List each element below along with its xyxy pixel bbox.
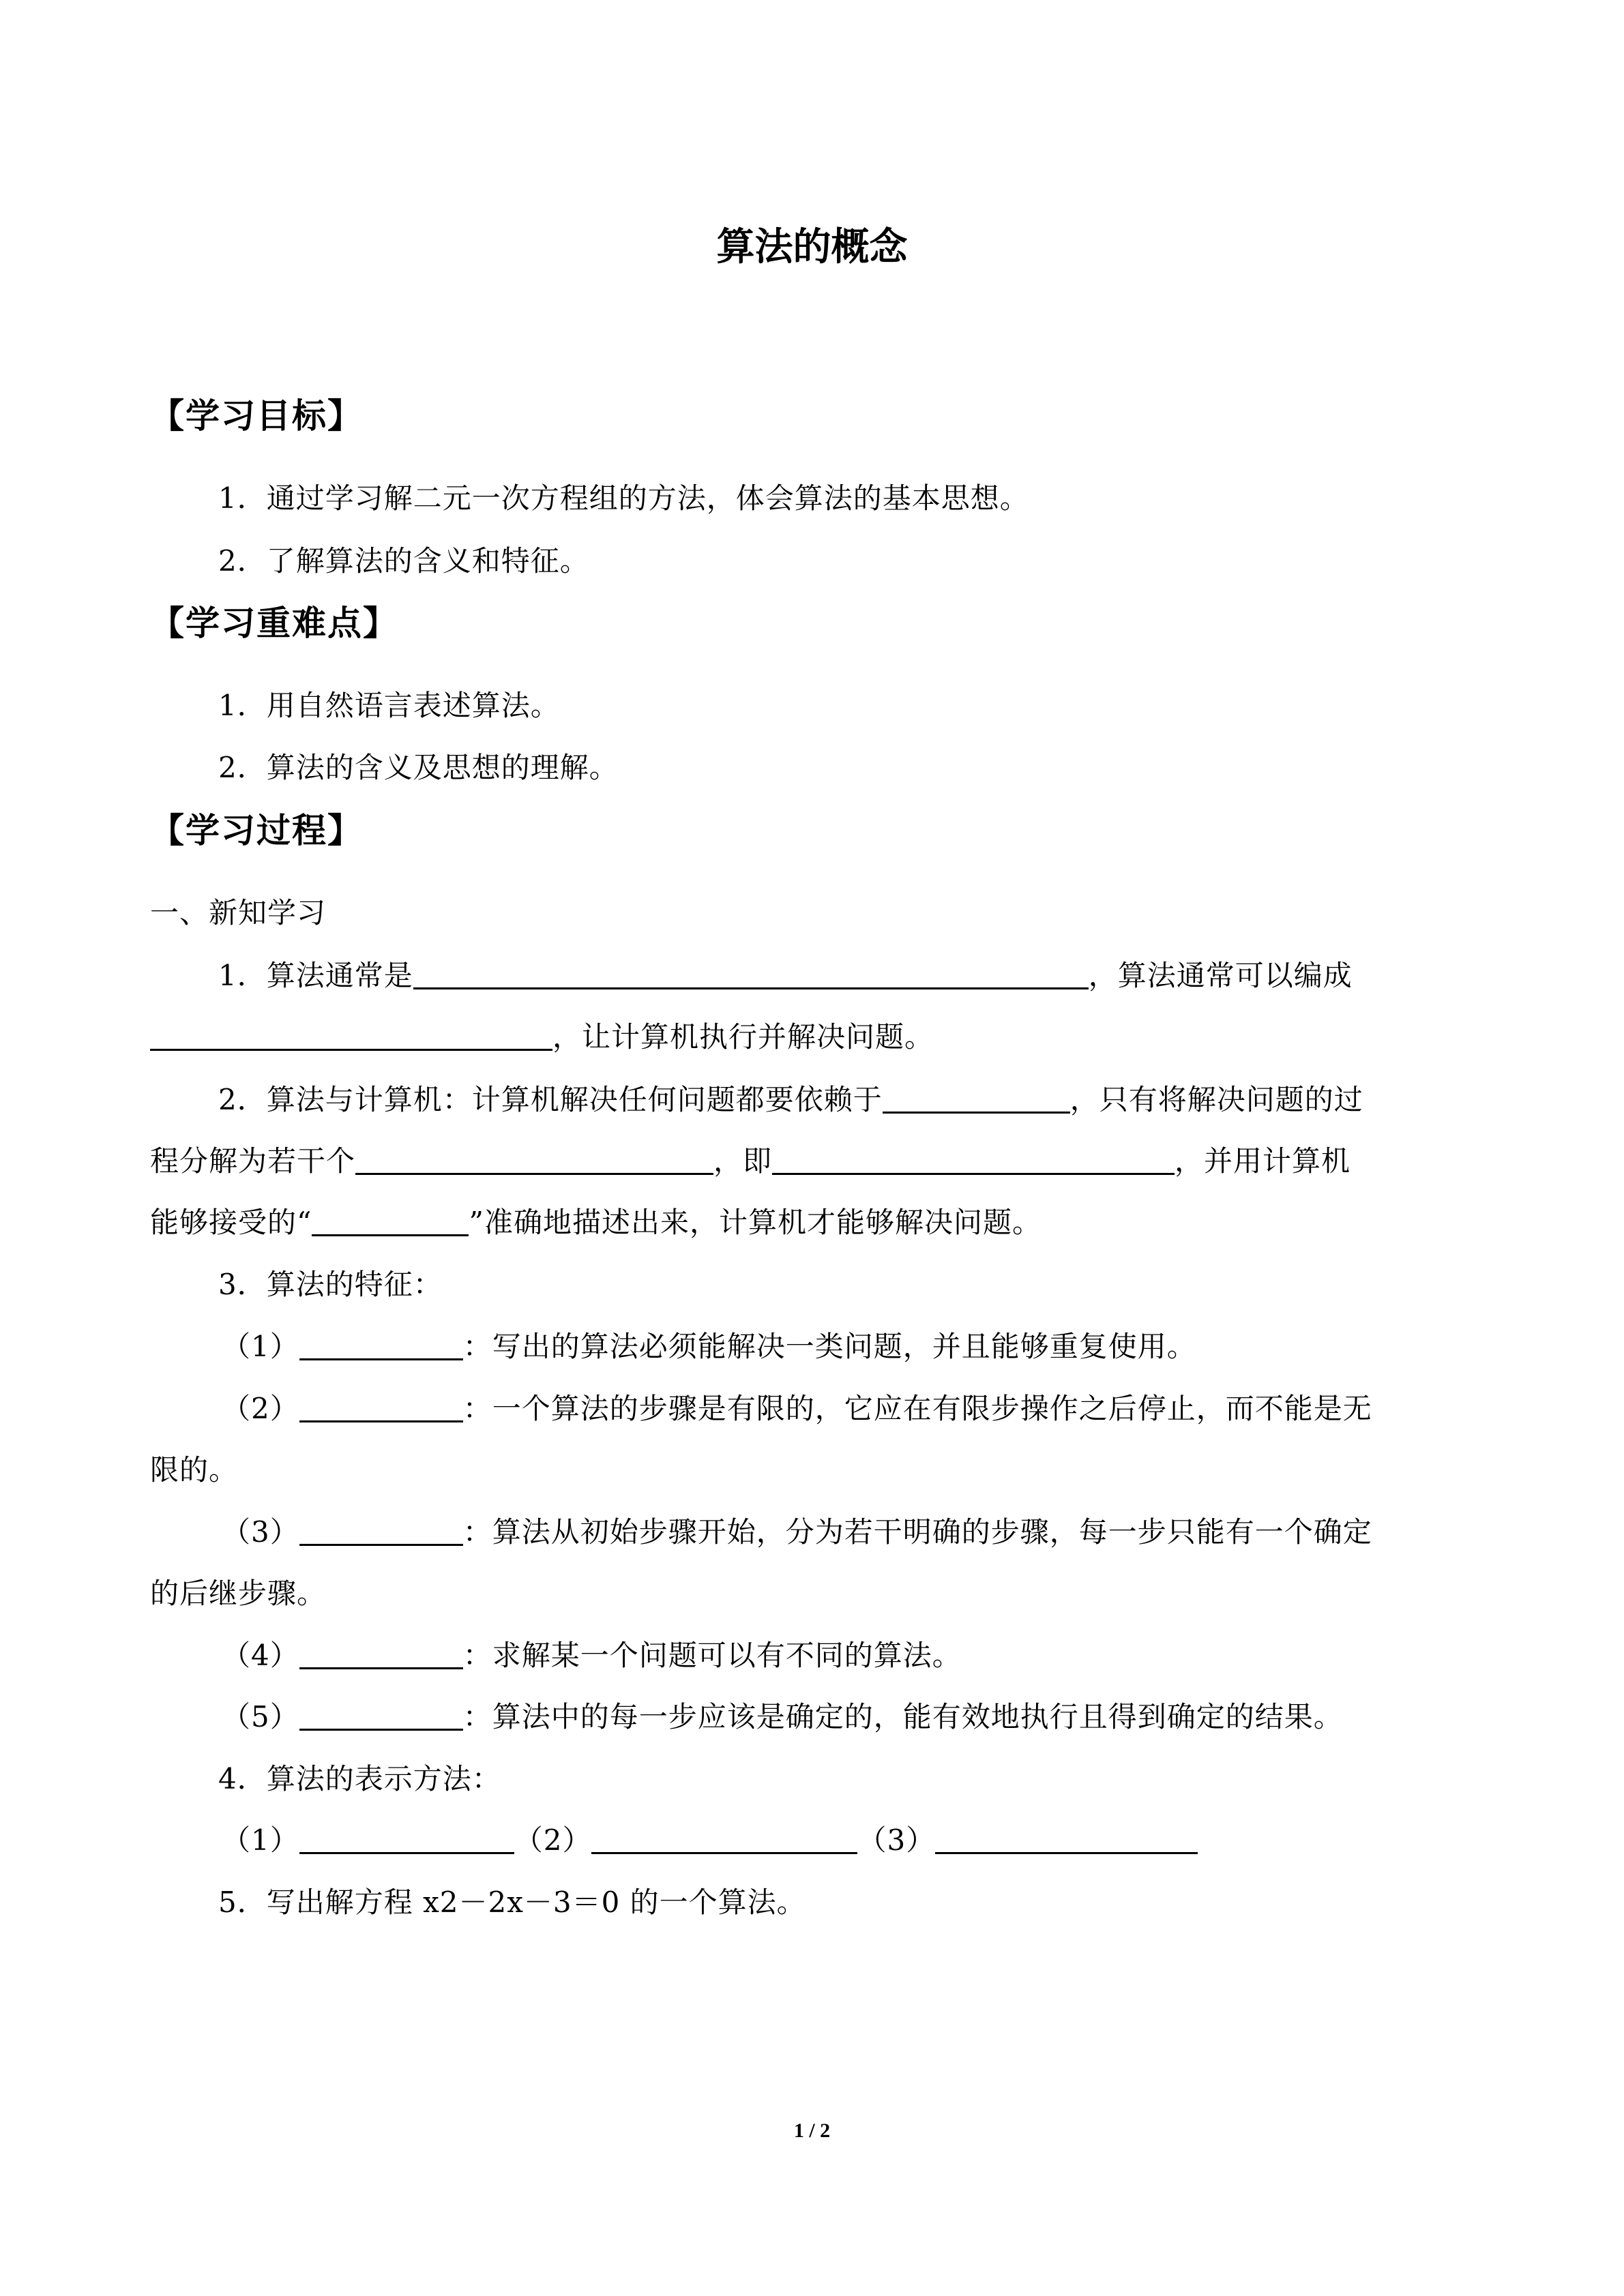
question-1-text-a: 1．算法通常是 — [218, 959, 413, 992]
representation-2-label: （2） — [514, 1823, 592, 1857]
representation-2-blank[interactable] — [591, 1825, 857, 1854]
feature-3-line — [222, 1510, 1372, 1551]
section-process-heading: 【学习过程】 — [150, 811, 363, 850]
question-2-text-f: 能够接受的“ — [150, 1206, 312, 1239]
feature-2-line — [222, 1386, 1372, 1427]
feature-4-line — [222, 1633, 962, 1674]
question-5: 5．写出解方程 x2－2x－3＝0 的一个算法。 — [218, 1885, 806, 1919]
feature-5-label: （5） — [222, 1700, 299, 1733]
representation-line — [222, 1818, 1198, 1859]
feature-5-text: ：算法中的每一步应该是确定的，能有效地执行且得到确定的结果。 — [462, 1700, 1343, 1733]
feature-4-text: ：求解某一个问题可以有不同的算法。 — [462, 1639, 962, 1672]
feature-2-blank[interactable] — [299, 1393, 463, 1422]
key-point-item-2: 2．算法的含义及思想的理解。 — [218, 751, 619, 784]
representation-3-label: （3） — [857, 1823, 936, 1857]
question-2-line-2 — [150, 1139, 1350, 1180]
feature-3-label: （3） — [222, 1515, 299, 1549]
feature-5-blank[interactable] — [299, 1701, 463, 1731]
question-1-text-b: ，算法通常可以编成 — [1088, 959, 1353, 992]
representation-3-blank[interactable] — [935, 1825, 1198, 1854]
question-1-line-2 — [150, 1015, 934, 1056]
goal-item-1: 1．通过学习解二元一次方程组的方法，体会算法的基本思想。 — [218, 481, 1029, 515]
question-3-heading: 3．算法的特征： — [218, 1268, 443, 1301]
question-2-line-1 — [218, 1077, 1363, 1118]
question-1-blank-2[interactable] — [150, 1022, 552, 1051]
feature-1-label: （1） — [222, 1330, 299, 1363]
question-2-text-d: ，即 — [713, 1144, 773, 1178]
question-2-blank-3[interactable] — [772, 1146, 1175, 1175]
question-2-blank-4[interactable] — [312, 1207, 469, 1236]
process-subheading: 一、新知学习 — [150, 896, 327, 929]
page-title: 算法的概念 — [716, 225, 908, 269]
feature-3-blank[interactable] — [299, 1517, 463, 1546]
question-2-text-c: 程分解为若干个 — [150, 1144, 356, 1178]
feature-1-line — [222, 1324, 1196, 1365]
feature-2-text: ：一个算法的步骤是有限的，它应在有限步操作之后停止，而不能是无 — [462, 1392, 1372, 1425]
feature-3-text: ：算法从初始步骤开始，分为若干明确的步骤，每一步只能有一个确定 — [462, 1515, 1372, 1549]
feature-5-line — [222, 1695, 1343, 1735]
feature-3-continuation: 的后继步骤。 — [150, 1577, 327, 1610]
feature-4-blank[interactable] — [299, 1640, 463, 1669]
question-1-text-c: ，让计算机执行并解决问题。 — [552, 1020, 934, 1054]
section-goals-heading: 【学习目标】 — [150, 396, 363, 436]
feature-4-label: （4） — [222, 1639, 299, 1672]
question-1-blank-1[interactable] — [413, 960, 1089, 989]
question-1-line-1 — [218, 953, 1353, 994]
feature-1-blank[interactable] — [299, 1331, 463, 1360]
feature-1-text: ：写出的算法必须能解决一类问题，并且能够重复使用。 — [462, 1330, 1196, 1363]
question-2-blank-2[interactable] — [355, 1146, 713, 1175]
question-2-text-a: 2．算法与计算机：计算机解决任何问题都要依赖于 — [218, 1083, 883, 1116]
question-2-text-g: ”准确地描述出来，计算机才能够解决问题。 — [469, 1206, 1042, 1239]
question-2-line-3 — [150, 1200, 1042, 1241]
question-2-text-e: ，并用计算机 — [1175, 1144, 1351, 1178]
page-number: 1 / 2 — [793, 2119, 831, 2142]
feature-2-continuation: 限的。 — [150, 1453, 239, 1487]
key-point-item-1: 1．用自然语言表述算法。 — [218, 689, 560, 722]
question-2-blank-1[interactable] — [883, 1084, 1070, 1114]
section-key-points-heading: 【学习重难点】 — [150, 603, 398, 643]
feature-2-label: （2） — [222, 1392, 299, 1425]
question-2-text-b: ，只有将解决问题的过 — [1069, 1083, 1363, 1116]
representation-1-blank[interactable] — [299, 1825, 514, 1854]
representation-1-label: （1） — [222, 1823, 299, 1857]
goal-item-2: 2．了解算法的含义和特征。 — [218, 544, 589, 578]
question-4-heading: 4．算法的表示方法： — [218, 1762, 501, 1795]
